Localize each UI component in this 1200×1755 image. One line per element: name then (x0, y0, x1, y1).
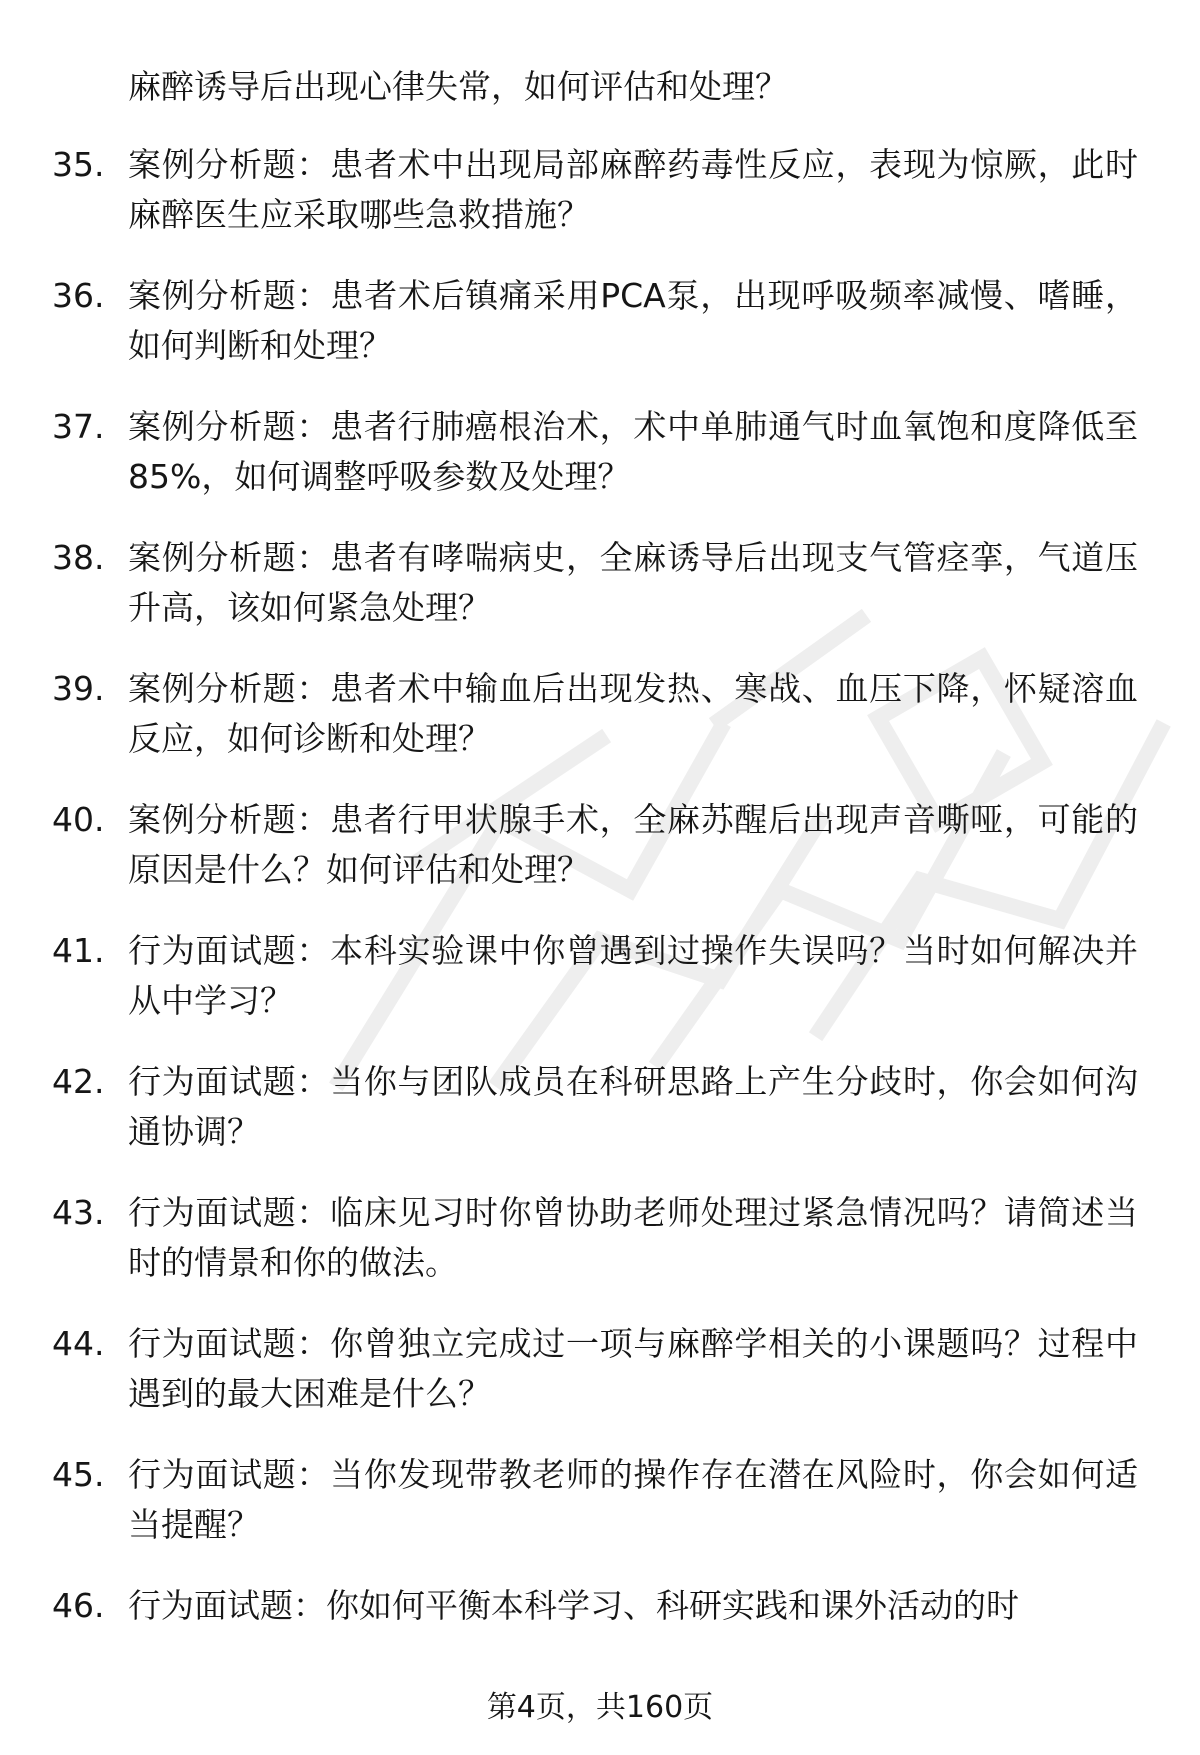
question-text: 案例分析题：患者行甲状腺手术，全麻苏醒后出现声音嘶哑，可能的原因是什么？如何评估和处理？ (128, 800, 1138, 889)
question-number: 42. (52, 1062, 105, 1101)
question-number: 40. (52, 800, 105, 839)
question-text: 案例分析题：患者术后镇痛采用PCA泵，出现呼吸频率减慢、嗜睡，如何判断和处理？ (128, 276, 1138, 365)
list-item (0, 1057, 1200, 1167)
question-number: 38. (52, 538, 105, 577)
previous-question-continuation: 麻醉诱导后出现心律失常，如何评估和处理？ (128, 67, 788, 106)
question-number: 36. (52, 276, 105, 315)
question-text: 案例分析题：患者有哮喘病史，全麻诱导后出现支气管痉挛，气道压升高，该如何紧急处理？ (128, 538, 1138, 627)
question-text: 案例分析题：患者术中输血后出现发热、寒战、血压下降，怀疑溶血反应，如何诊断和处理？ (128, 669, 1138, 758)
question-text: 案例分析题：患者行肺癌根治术，术中单肺通气时血氧饱和度降低至85%，如何调整呼吸参数及处理？ (128, 407, 1138, 496)
list-item (0, 664, 1200, 774)
list-item (0, 271, 1200, 381)
list-item (0, 1319, 1200, 1429)
question-number: 35. (52, 145, 105, 184)
list-item (0, 926, 1200, 1036)
question-number: 39. (52, 669, 105, 708)
question-number: 46. (52, 1586, 105, 1625)
question-text: 案例分析题：患者术中出现局部麻醉药毒性反应，表现为惊厥，此时麻醉医生应采取哪些急救措施？ (128, 145, 1138, 234)
question-number: 41. (52, 931, 105, 970)
question-text: 行为面试题：当你与团队成员在科研思路上产生分歧时，你会如何沟通协调？ (128, 1062, 1138, 1151)
question-number: 44. (52, 1324, 105, 1363)
list-item (0, 1450, 1200, 1560)
question-text: 行为面试题：当你发现带教老师的操作存在潜在风险时，你会如何适当提醒？ (128, 1455, 1138, 1544)
question-text: 行为面试题：临床见习时你曾协助老师处理过紧急情况吗？请简述当时的情景和你的做法。 (128, 1193, 1138, 1282)
question-text: 行为面试题：本科实验课中你曾遇到过操作失误吗？当时如何解决并从中学习？ (128, 931, 1138, 1020)
question-text: 行为面试题：你如何平衡本科学习、科研实践和课外活动的时 (128, 1586, 1019, 1625)
question-number: 43. (52, 1193, 105, 1232)
question-number: 45. (52, 1455, 105, 1494)
list-item (0, 795, 1200, 905)
question-text: 行为面试题：你曾独立完成过一项与麻醉学相关的小课题吗？过程中遇到的最大困难是什么？ (128, 1324, 1138, 1413)
list-item (0, 140, 1200, 250)
list-item (0, 533, 1200, 643)
list-item (0, 1581, 1200, 1691)
page-number-footer: 第4页，共160页 (486, 1690, 714, 1725)
list-item (0, 1188, 1200, 1298)
list-item (0, 402, 1200, 512)
question-number: 37. (52, 407, 105, 446)
question-list (0, 140, 1200, 1712)
